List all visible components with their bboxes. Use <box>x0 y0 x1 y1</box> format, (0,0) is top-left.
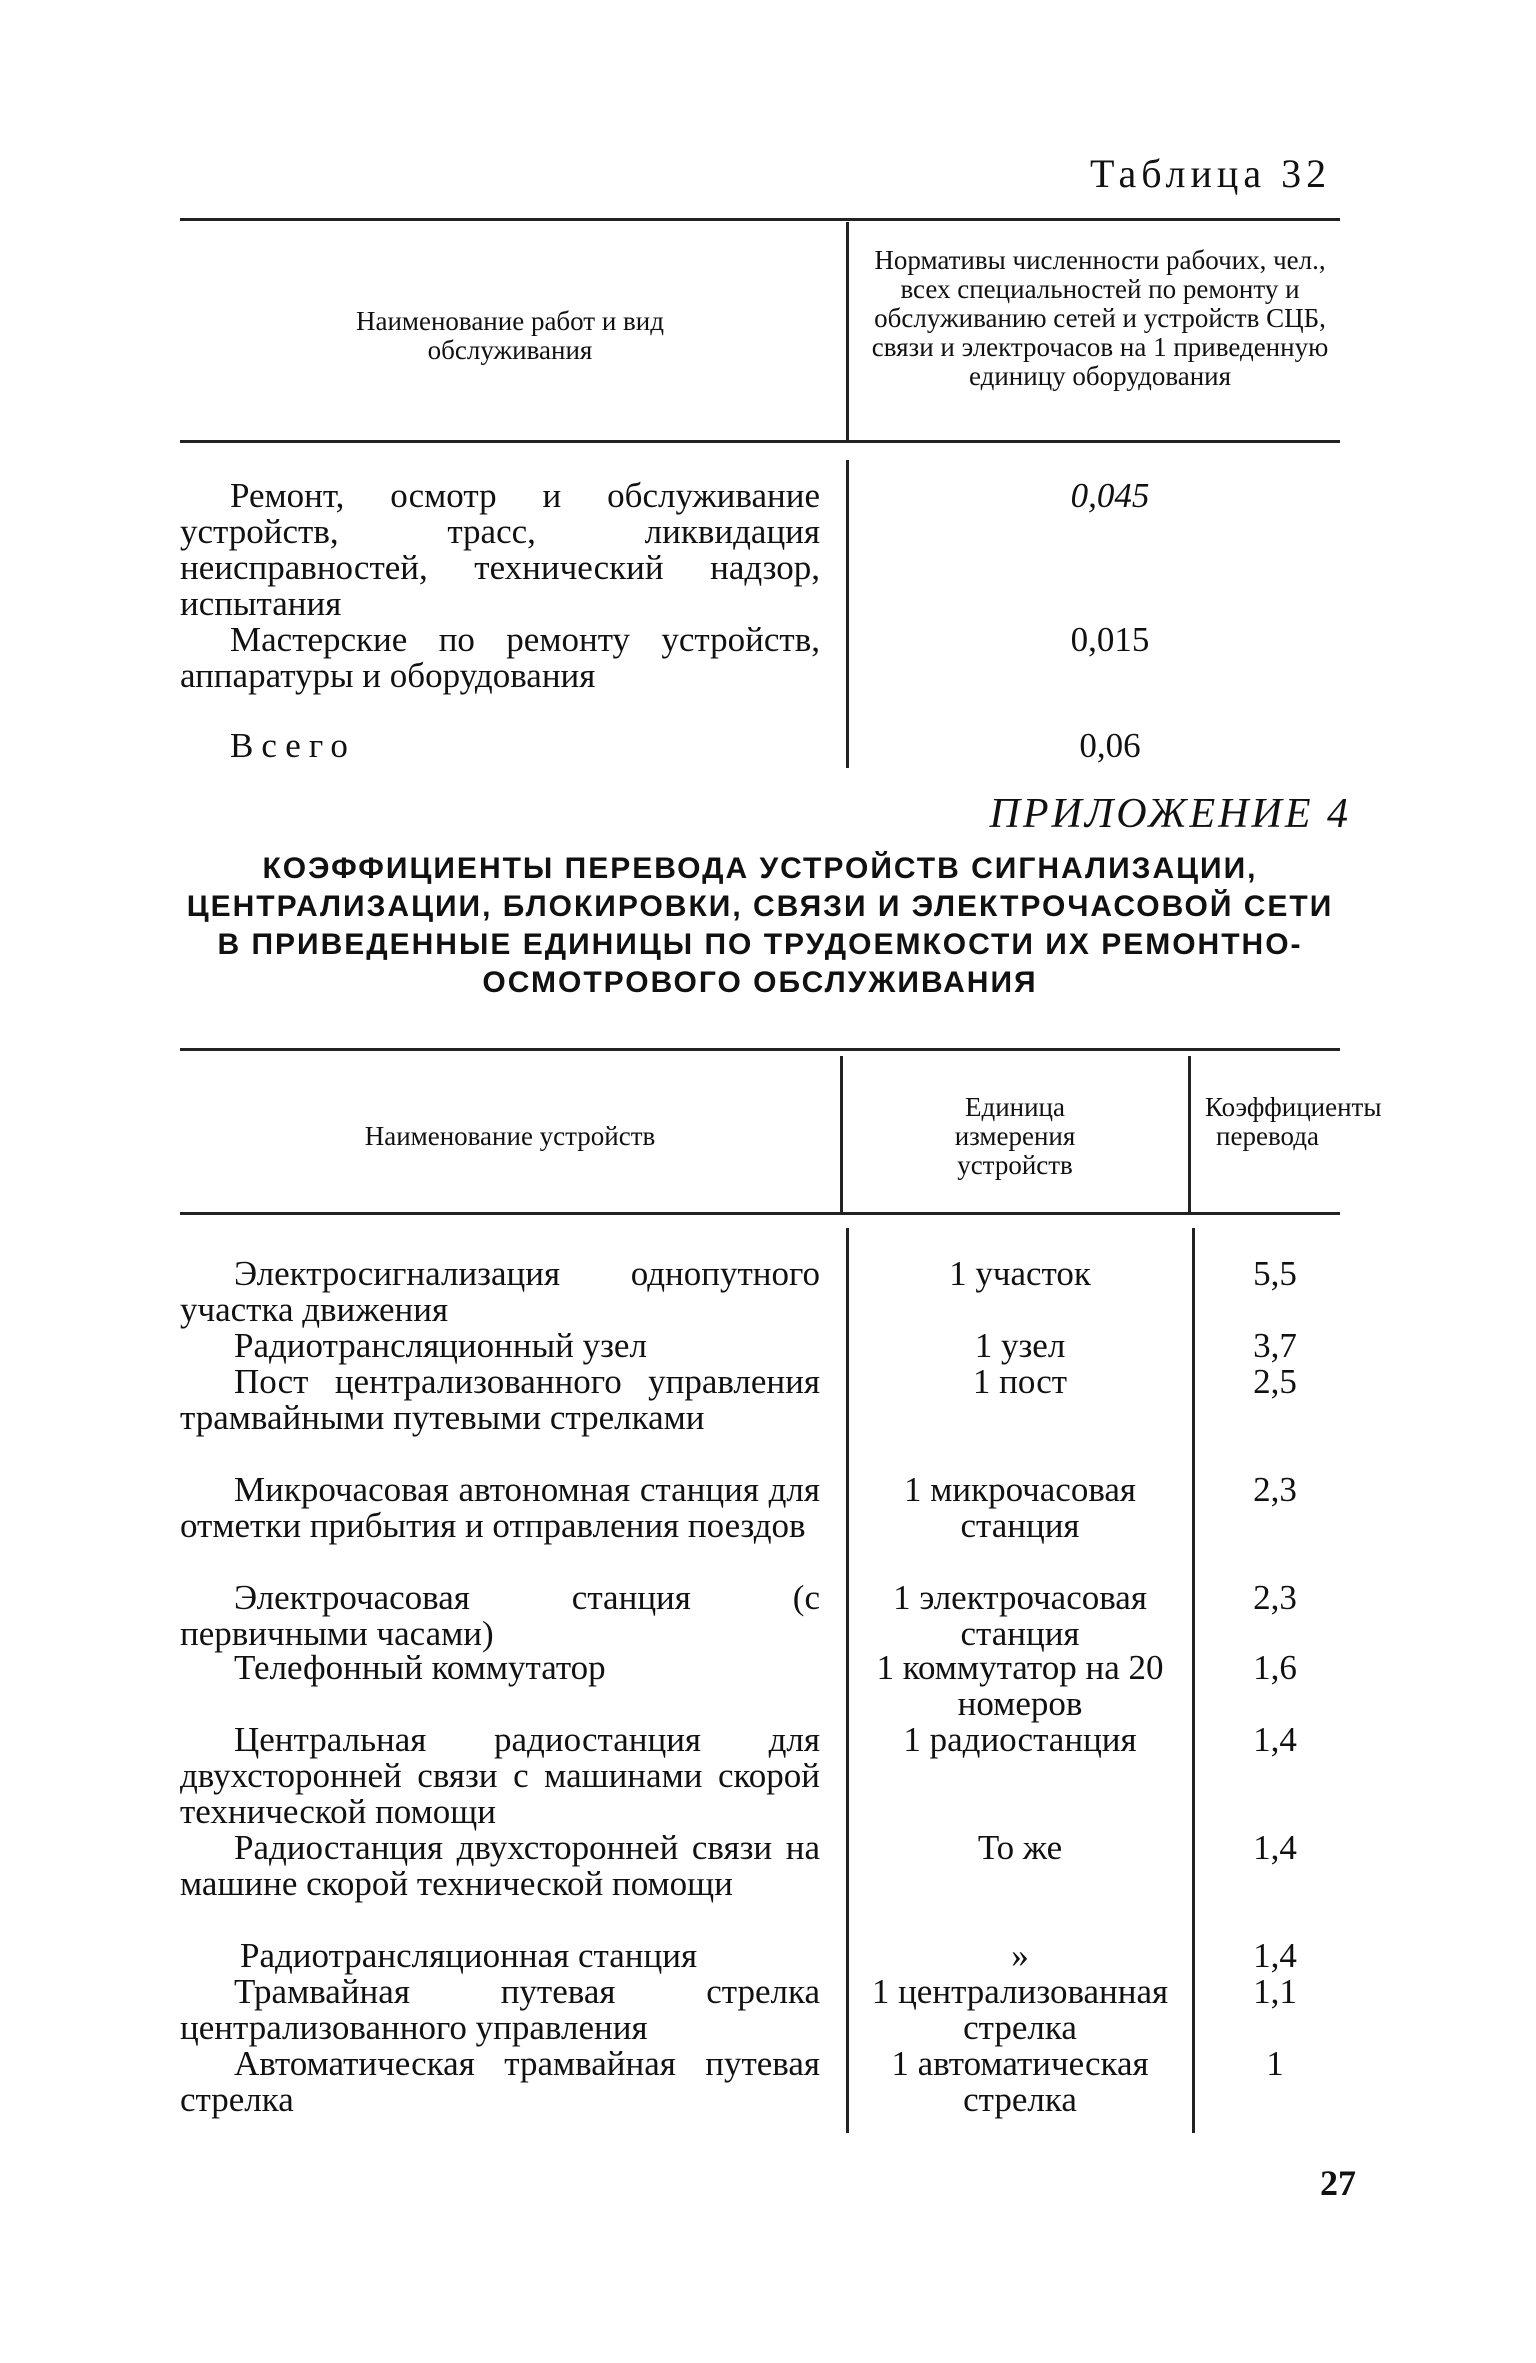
table2-row-11-name: Автоматическая трамвайная путевая стрелка <box>180 2044 820 2119</box>
table2-row-8-coef: 1,4 <box>1253 1828 1297 1867</box>
table2-row-11-coef: 1 <box>1266 2044 1284 2083</box>
table32-row-1-name: Ремонт, осмотр и обслуживание устройств, трасс, ликвидация неисправностей, технический надзор, испытания <box>180 476 820 623</box>
table2-row-7-coef: 1,4 <box>1253 1720 1297 1759</box>
table-caption: Таблица 32 <box>1090 151 1332 196</box>
table32-header-col1: Наименование работ и вид обслуживания <box>355 306 664 365</box>
table2-row-9-name: Радиотрансляционная станция <box>240 1936 698 1975</box>
table2-row-2-unit: 1 узел <box>974 1326 1066 1365</box>
table2-row-3-coef: 2,5 <box>1253 1362 1297 1401</box>
table2-row-2-coef: 3,7 <box>1253 1326 1297 1365</box>
table2-divider-2-header <box>1188 1056 1191 1212</box>
table32-row-2-value: 0,015 <box>1070 620 1150 659</box>
table2-row-1-coef: 5,5 <box>1253 1254 1297 1293</box>
table2-row-5-coef: 2,3 <box>1253 1578 1297 1617</box>
table2-divider-1-header <box>840 1056 843 1212</box>
table2-header-rule <box>180 1212 1340 1215</box>
table2-row-8-unit: То же <box>977 1828 1063 1867</box>
table32-row-total-name: Всего <box>230 726 356 765</box>
appendix-title: КОЭФФИЦИЕНТЫ ПЕРЕВОДА УСТРОЙСТВ СИГНАЛИЗАЦИИ, ЦЕНТРАЛИЗАЦИИ, БЛОКИРОВКИ, СВЯЗИ И ЭЛЕКТРОЧАСОВОЙ СЕТИ В ПРИВЕДЕННЫЕ ЕДИНИЦЫ ПО ТРУДОЕМКОСТИ ИХ РЕМОНТНО-ОСМОТРОВОГО ОБСЛУЖИВАНИЯ <box>186 852 1334 999</box>
table2-row-6-unit: 1 коммутатор на 20 номеров <box>876 1648 1164 1723</box>
table32-row-1-value: 0,045 <box>1070 476 1150 515</box>
table32-header-col2: Нормативы численности рабочих, чел., всех специальностей по ремонту и обслуживанию сетей и устройств СЦБ, связи и электрочасов на 1 приведенную единицу оборудования <box>871 245 1329 391</box>
table2-row-4-unit: 1 микрочасовая станция <box>903 1470 1137 1545</box>
table2-divider-2-body <box>1192 1228 1195 2133</box>
appendix-label: ПРИЛОЖЕНИЕ 4 <box>989 791 1351 837</box>
table2-header-col3: Коэффициенты перевода <box>1205 1092 1382 1151</box>
table32-column-divider-header <box>846 222 849 440</box>
table2-row-10-coef: 1,1 <box>1253 1972 1297 2011</box>
table32-column-divider-body <box>846 460 849 768</box>
table2-row-1-unit: 1 участок <box>949 1254 1091 1293</box>
table2-row-9-unit: » <box>1011 1936 1029 1975</box>
table2-top-rule <box>180 1048 1340 1051</box>
table2-row-5-name: Электрочасовая станция (с первичными часами) <box>180 1578 820 1653</box>
table2-row-10-unit: 1 централизованная стрелка <box>871 1972 1169 2047</box>
table2-row-1-name: Электросигнализация однопутного участка движения <box>180 1254 820 1329</box>
table2-row-7-unit: 1 радиостанция <box>903 1720 1137 1759</box>
table2-row-8-name: Радиостанция двухсторонней связи на машине скорой технической помощи <box>180 1828 820 1903</box>
table2-row-4-name: Микрочасовая автономная станция для отметки прибытия и отправления поездов <box>180 1470 820 1545</box>
table2-row-11-unit: 1 автоматическая стрелка <box>891 2044 1149 2119</box>
table32-row-total-value: 0,06 <box>1079 726 1141 765</box>
table2-row-7-name: Центральная радиостанция для двухсторонней связи с машинами скорой технической помощи <box>180 1720 820 1831</box>
table2-row-2-name: Радиотрансляционный узел <box>234 1326 647 1365</box>
table2-row-10-name: Трамвайная путевая стрелка централизованного управления <box>180 1972 820 2047</box>
table2-row-3-name: Пост централизованного управления трамвайными путевыми стрелками <box>180 1362 820 1437</box>
table32-top-rule <box>180 218 1340 221</box>
table2-header-col1: Наименование устройств <box>364 1121 656 1151</box>
table32-row-2-name: Мастерские по ремонту устройств, аппаратуры и оборудования <box>180 620 820 695</box>
table2-row-6-coef: 1,6 <box>1253 1648 1297 1687</box>
table2-row-3-unit: 1 пост <box>972 1362 1068 1401</box>
table32-header-rule <box>180 440 1340 443</box>
table2-row-9-coef: 1,4 <box>1253 1936 1297 1975</box>
page-number: 27 <box>1320 2163 1356 2203</box>
table2-header-col2: Единица измерения устройств <box>954 1092 1076 1180</box>
table2-row-6-name: Телефонный коммутатор <box>234 1648 606 1687</box>
table2-divider-1-body <box>846 1228 849 2133</box>
table2-row-5-unit: 1 электрочасовая станция <box>893 1578 1147 1653</box>
table2-row-4-coef: 2,3 <box>1253 1470 1297 1509</box>
